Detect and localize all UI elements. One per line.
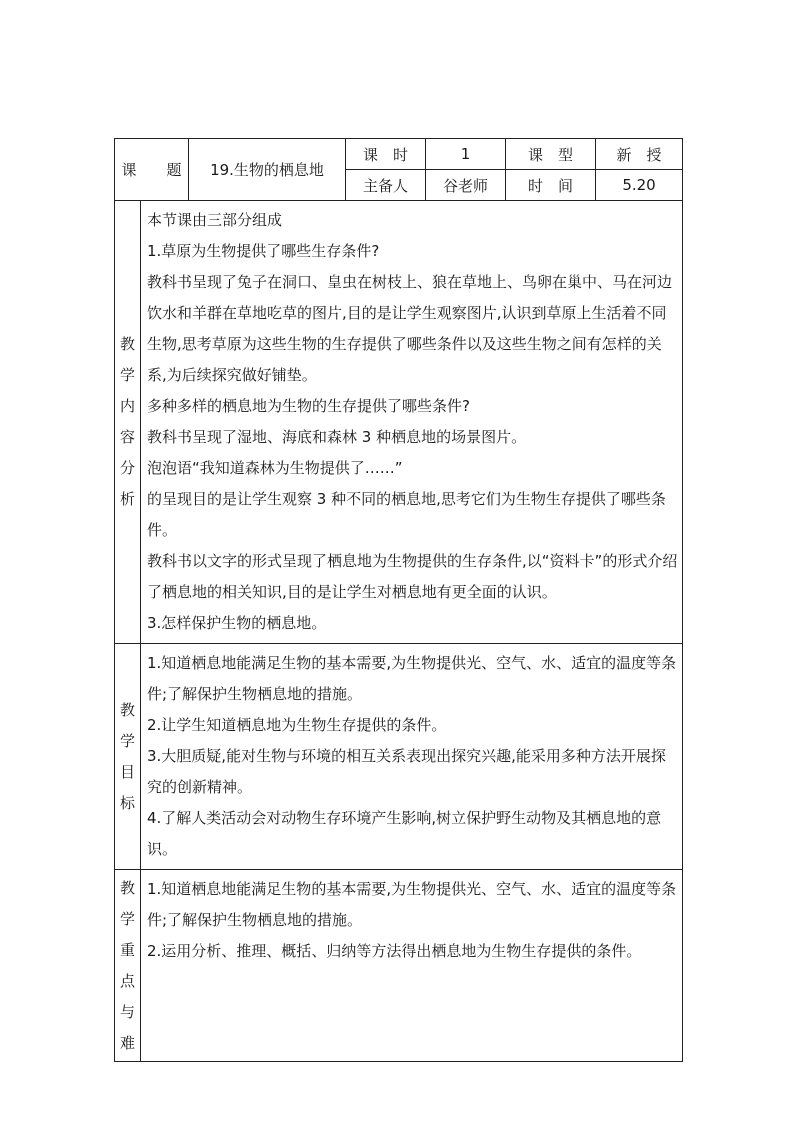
objectives-label: 教 学 目 标 xyxy=(115,644,141,870)
key-points-label: 教 学 重 点 与 难 xyxy=(115,870,141,1062)
key-points-row xyxy=(115,870,683,1062)
analysis-line: 多种多样的栖息地为生物的生存提供了哪些条件? xyxy=(147,397,470,415)
analysis-line: 的呈现目的是让学生观察 3 种不同的栖息地,思考它们为生物生存提供了哪些条件。 xyxy=(147,490,666,539)
analysis-line: 本节课由三部分组成 xyxy=(147,211,283,229)
topic-value: 19.生物的栖息地 xyxy=(189,139,346,201)
preparer-label: 主备人 xyxy=(346,170,426,201)
objectives-row xyxy=(115,644,683,870)
analysis-line: 教科书以文字的形式呈现了栖息地为生物提供的生存条件,以“资料卡”的形式介绍了栖息地的相关知识,目的是让学生对栖息地有更全面的认识。 xyxy=(147,552,678,601)
analysis-line: 教科书呈现了兔子在洞口、皇虫在树枝上、狼在草地上、鸟卵在巢中、马在河边饮水和羊群在草地吃草的图片,目的是让学生观察图片,认识到草原上生活着不同生物,思考草原为这些生物的生存提供了哪些条件以及这些生物之间有怎样的关系,为后续探究做好铺垫。 xyxy=(147,273,673,384)
type-value: 新 授 xyxy=(596,139,683,170)
header-row-1 xyxy=(115,139,683,170)
analysis-label: 教 学 内 容 分 析 xyxy=(115,201,141,644)
period-label: 课 时 xyxy=(346,139,426,170)
topic-label: 课 题 xyxy=(115,139,189,201)
preparer-value: 谷老师 xyxy=(426,170,506,201)
objective-line: 1.知道栖息地能满足生物的基本需要,为生物提供光、空气、水、适宜的温度等条件;了解保护生物栖息地的措施。 xyxy=(147,654,677,703)
objective-line: 4.了解人类活动会对动物生存环境产生影响,树立保护野生动物及其栖息地的意识。 xyxy=(147,809,662,858)
objective-line: 2.让学生知道栖息地为生物生存提供的条件。 xyxy=(147,716,447,734)
analysis-line: 泡泡语“我知道森林为生物提供了……” xyxy=(147,459,403,477)
analysis-line: 3.怎样保护生物的栖息地。 xyxy=(147,614,327,632)
objective-line: 3.大胆质疑,能对生物与环境的相互关系表现出探究兴趣,能采用多种方法开展探究的创新精神。 xyxy=(147,747,666,796)
time-value: 5.20 xyxy=(596,170,683,201)
analysis-line: 1.草原为生物提供了哪些生存条件? xyxy=(147,242,380,260)
analysis-line: 教科书呈现了湿地、海底和森林 3 种栖息地的场景图片。 xyxy=(147,428,527,446)
key-point-line: 1.知道栖息地能满足生物的基本需要,为生物提供光、空气、水、适宜的温度等条件;了解保护生物栖息地的措施。 xyxy=(147,880,677,929)
analysis-row xyxy=(115,201,683,644)
lesson-plan-table xyxy=(114,138,683,1062)
period-value: 1 xyxy=(426,139,506,170)
objectives-content xyxy=(141,644,683,870)
time-label: 时 间 xyxy=(506,170,596,201)
key-points-content xyxy=(141,870,683,1062)
type-label: 课 型 xyxy=(506,139,596,170)
analysis-content xyxy=(141,201,683,644)
key-point-line: 2.运用分析、推理、概括、归纳等方法得出栖息地为生物生存提供的条件。 xyxy=(147,942,642,960)
